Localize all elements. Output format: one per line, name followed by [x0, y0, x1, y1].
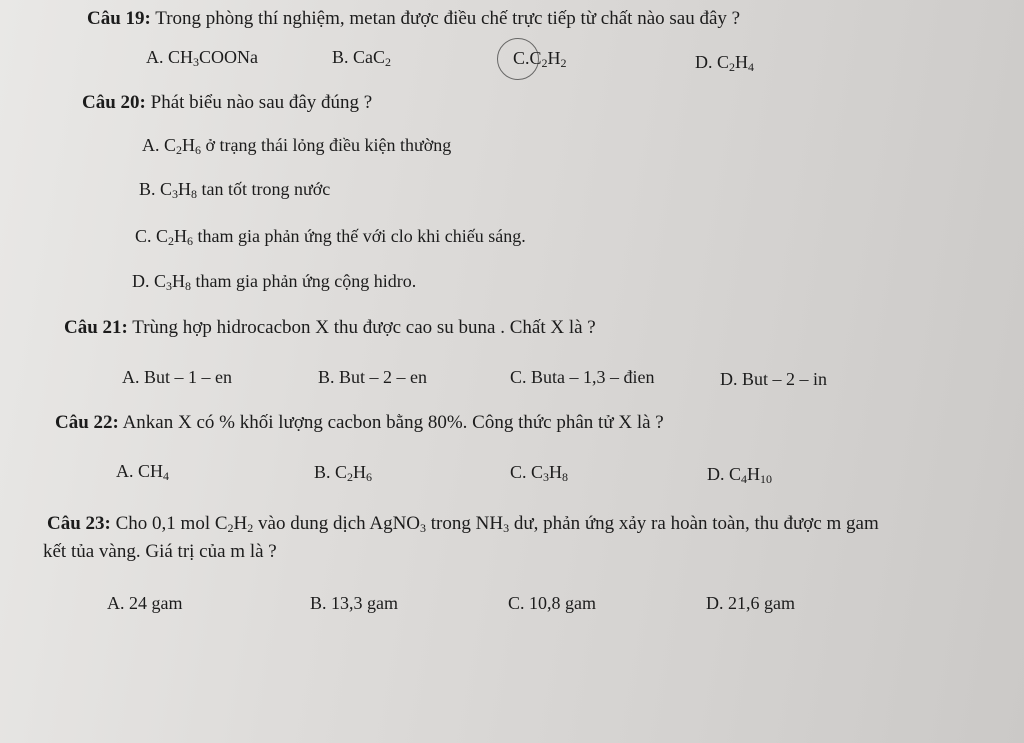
q23-option-d[interactable]: D. 21,6 gam — [706, 593, 795, 613]
question-23-line-2: kết tủa vàng. Giá trị của m là ? — [43, 541, 277, 562]
q19-option-c[interactable]: $C.C_2H_2$ — [513, 48, 567, 70]
question-21: Câu 21: Trùng hợp hidrocacbon X thu được cao su buna . Chất X là ? — [64, 317, 596, 338]
q20-option-a[interactable]: A. $C_2H_6$ ở trạng thái lỏng điều kiện thường — [142, 135, 452, 157]
q22-option-b[interactable]: B. $C_2H_6$ — [314, 462, 373, 484]
question-22: Câu 22: Ankan X có % khối lượng cacbon bằng 80%. Công thức phân tử X là ? — [55, 412, 664, 433]
q21-option-b[interactable]: B. But – 2 – en — [318, 367, 428, 387]
question-19 — [87, 7, 740, 31]
q20-option-b[interactable]: B. $C_3H_8$ tan tốt trong nước — [139, 179, 331, 201]
q21-option-a[interactable]: A. But – 1 – en — [122, 367, 232, 387]
show-through-texture — [635, 138, 1005, 313]
q21-option-d[interactable]: D. But – 2 – in — [720, 369, 828, 389]
q19-option-a[interactable]: A. $CH_3COONa$ — [146, 47, 259, 69]
q22-option-c[interactable]: C. $C_3H_8$ — [510, 462, 569, 484]
question-label: Câu 19: — [87, 8, 151, 29]
q23-option-c[interactable]: C. 10,8 gam — [508, 593, 597, 613]
q20-option-c[interactable]: C. $C_2H_6$ tham gia phản ứng thế với clo khi chiếu sáng. — [135, 226, 526, 248]
question-text: Trong phòng thí nghiệm, metan được điều chế trực tiếp từ chất nào sau đây ? — [155, 8, 741, 29]
q22-option-a[interactable]: A. $CH_4$ — [116, 461, 170, 483]
q23-option-a[interactable]: A. 24 gam — [107, 593, 183, 613]
question-23: Câu 23: Cho 0,1 mol $C_2H_2$ vào dung dịch AgNO$_3$ trong $NH_3$ dư, phản ứng xảy ra hoàn toàn, thu được m gam — [47, 513, 879, 535]
q22-option-d[interactable]: D. $C_4H_{10}$ — [707, 464, 773, 486]
q23-option-b[interactable]: B. 13,3 gam — [310, 593, 399, 613]
question-20: Câu 20: Phát biểu nào sau đây đúng ? — [82, 92, 373, 113]
q19-option-d[interactable]: D. $C_2H_4$ — [695, 52, 755, 74]
q20-option-d[interactable]: D. $C_3H_8$ tham gia phản ứng cộng hidro. — [132, 271, 417, 293]
q19-option-b[interactable]: B. CaC$_2$ — [332, 47, 392, 69]
q21-option-c[interactable]: C. Buta – 1,3 – đien — [510, 367, 655, 387]
